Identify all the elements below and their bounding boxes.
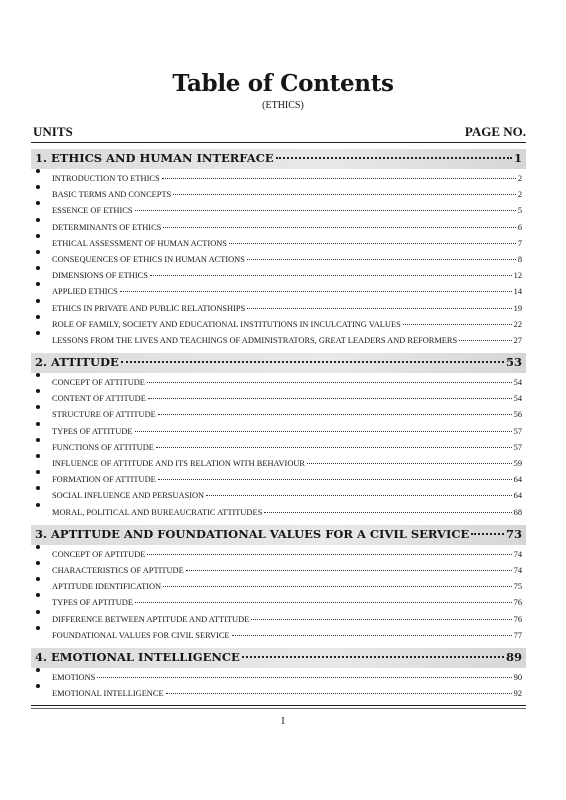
entry-page: 76 bbox=[513, 598, 522, 608]
bullet-icon bbox=[35, 378, 42, 385]
entry-title: FUNCTIONS OF ATTITUDE bbox=[52, 442, 154, 452]
bottom-rule bbox=[31, 705, 526, 706]
section-heading[interactable] bbox=[31, 146, 526, 172]
toc-entry[interactable] bbox=[31, 548, 526, 564]
bullet-icon bbox=[35, 394, 42, 401]
entry-page: 2 bbox=[517, 174, 522, 183]
dot-leader bbox=[186, 569, 512, 571]
section-heading[interactable] bbox=[31, 522, 526, 548]
entry-title: TYPES OF APTITUDE bbox=[52, 598, 133, 608]
dot-leader bbox=[150, 274, 512, 276]
entry-page: 68 bbox=[513, 507, 522, 517]
toc-entry[interactable] bbox=[31, 441, 526, 457]
toc-subtitle: (ETHICS) bbox=[262, 100, 304, 111]
toc-list bbox=[31, 146, 526, 703]
entry-title: ESSENCE OF ETHICS bbox=[52, 206, 133, 216]
toc-entry[interactable] bbox=[31, 408, 526, 424]
bullet-icon bbox=[35, 566, 42, 573]
dot-leader bbox=[135, 601, 512, 603]
dot-leader bbox=[242, 655, 504, 658]
entry-title: STRUCTURE OF ATTITUDE bbox=[52, 410, 156, 420]
toc-entry[interactable] bbox=[31, 253, 526, 269]
entry-title: DIFFERENCE BETWEEN APTITUDE AND ATTITUDE bbox=[52, 614, 250, 624]
dot-leader bbox=[147, 381, 512, 383]
bullet-icon bbox=[35, 631, 42, 638]
entry-title: ETHICS IN PRIVATE AND PUBLIC RELATIONSHIPS bbox=[52, 303, 246, 313]
entry-title: SOCIAL INFLUENCE AND PERSUASION bbox=[52, 491, 205, 501]
toc-entry[interactable] bbox=[31, 376, 526, 392]
dot-leader bbox=[162, 177, 516, 179]
bullet-icon bbox=[35, 673, 42, 680]
dot-leader bbox=[156, 446, 512, 448]
dot-leader bbox=[158, 413, 512, 415]
bottom-rule-thin bbox=[31, 708, 526, 709]
dot-leader bbox=[206, 494, 512, 496]
entry-page: 74 bbox=[513, 565, 522, 575]
section-page: 73 bbox=[505, 526, 522, 541]
entry-title: DIMENSIONS OF ETHICS bbox=[52, 271, 148, 281]
entry-page: 64 bbox=[513, 475, 522, 485]
toc-entry[interactable] bbox=[31, 172, 526, 188]
bullet-icon bbox=[35, 190, 42, 197]
entry-page: 76 bbox=[513, 614, 522, 624]
dot-leader bbox=[264, 511, 511, 513]
bullet-icon bbox=[35, 582, 42, 589]
toc-entry[interactable] bbox=[31, 596, 526, 612]
toc-entry[interactable] bbox=[31, 425, 526, 441]
entry-title: CONSEQUENCES OF ETHICS IN HUMAN ACTIONS bbox=[52, 254, 245, 264]
section-heading[interactable] bbox=[31, 645, 526, 671]
dot-leader bbox=[276, 156, 512, 159]
bullet-icon bbox=[35, 689, 42, 696]
bullet-icon bbox=[35, 304, 42, 311]
toc-entry[interactable] bbox=[31, 671, 526, 687]
dot-leader bbox=[97, 676, 511, 678]
entry-title: CONCEPT OF APTITUDE bbox=[52, 549, 146, 559]
entry-title: ROLE OF FAMILY, SOCIETY AND EDUCATIONAL INSTITUTIONS IN INCULCATING VALUES bbox=[52, 319, 401, 329]
page-no-header: PAGE NO. bbox=[464, 124, 526, 139]
entry-page: 2 bbox=[517, 190, 522, 200]
toc-entry[interactable] bbox=[31, 204, 526, 220]
entry-page: 6 bbox=[517, 222, 522, 232]
bullet-icon bbox=[35, 410, 42, 417]
toc-entry[interactable] bbox=[31, 269, 526, 285]
entry-page: 8 bbox=[517, 254, 522, 264]
bullet-icon bbox=[35, 255, 42, 262]
top-rule bbox=[31, 142, 526, 143]
entry-page: 74 bbox=[513, 549, 522, 559]
entry-page: 57 bbox=[513, 426, 522, 436]
entry-page: 5 bbox=[517, 206, 522, 216]
entry-page: 27 bbox=[513, 335, 522, 345]
toc-entry[interactable] bbox=[31, 687, 526, 703]
toc-entry[interactable] bbox=[31, 188, 526, 204]
entry-page: 54 bbox=[513, 394, 522, 404]
dot-leader bbox=[135, 430, 512, 432]
dot-leader bbox=[135, 209, 516, 211]
entry-title: DETERMINANTS OF ETHICS bbox=[52, 222, 162, 232]
entry-title: ETHICAL ASSESSMENT OF HUMAN ACTIONS bbox=[52, 238, 227, 248]
dot-leader bbox=[148, 397, 512, 399]
bullet-icon bbox=[35, 598, 42, 605]
entry-page: 19 bbox=[513, 303, 522, 313]
toc-entry[interactable] bbox=[31, 302, 526, 318]
entry-page: 7 bbox=[517, 238, 522, 248]
dot-leader bbox=[307, 462, 512, 464]
dot-leader bbox=[163, 226, 515, 228]
bullet-icon bbox=[35, 223, 42, 230]
bullet-icon bbox=[35, 615, 42, 622]
toc-entry[interactable] bbox=[31, 237, 526, 253]
toc-entry[interactable] bbox=[31, 506, 526, 522]
page-number: I bbox=[281, 716, 285, 727]
section-title: 3. APTITUDE AND FOUNDATIONAL VALUES FOR A CIVIL SERVICE bbox=[35, 526, 470, 541]
dot-leader bbox=[247, 258, 516, 260]
bullet-icon bbox=[35, 239, 42, 246]
entry-page: 77 bbox=[513, 630, 522, 640]
toc-entry[interactable] bbox=[31, 629, 526, 645]
entry-title: BASIC TERMS AND CONCEPTS bbox=[52, 190, 172, 200]
toc-entry[interactable] bbox=[31, 392, 526, 408]
dot-leader bbox=[251, 618, 511, 620]
toc-entry[interactable] bbox=[31, 580, 526, 596]
toc-entry[interactable] bbox=[31, 285, 526, 301]
toc-entry[interactable] bbox=[31, 457, 526, 473]
bullet-icon bbox=[35, 174, 42, 181]
bullet-icon bbox=[35, 287, 42, 294]
entry-title: INFLUENCE OF ATTITUDE AND ITS RELATION WITH BEHAVIOUR bbox=[52, 459, 306, 468]
bullet-icon bbox=[35, 271, 42, 278]
section-heading[interactable] bbox=[31, 350, 526, 376]
dot-leader bbox=[471, 532, 504, 535]
entry-title: FORMATION OF ATTITUDE bbox=[52, 475, 156, 485]
section-page: 89 bbox=[505, 649, 522, 664]
entry-title: MORAL, POLITICAL AND BUREAUCRATIC ATTITUDES bbox=[52, 507, 263, 517]
entry-title: INTRODUCTION TO ETHICS bbox=[52, 174, 160, 183]
dot-leader bbox=[147, 553, 511, 555]
dot-leader bbox=[247, 307, 511, 309]
dot-leader bbox=[158, 478, 512, 480]
bullet-icon bbox=[35, 475, 42, 482]
entry-page: 90 bbox=[513, 672, 522, 682]
entry-title: EMOTIONS bbox=[52, 672, 96, 682]
entry-title: APTITUDE IDENTIFICATION bbox=[52, 582, 162, 592]
toc-title: Table of Contents bbox=[172, 70, 394, 97]
entry-page: 92 bbox=[513, 689, 522, 699]
entry-page: 56 bbox=[513, 410, 522, 420]
entry-page: 59 bbox=[513, 459, 522, 468]
entry-title: TYPES OF ATTITUDE bbox=[52, 426, 133, 436]
entry-page: 14 bbox=[513, 287, 522, 297]
bullet-icon bbox=[35, 443, 42, 450]
bullet-icon bbox=[35, 508, 42, 515]
section-page: 53 bbox=[505, 355, 522, 370]
entry-title: FOUNDATIONAL VALUES FOR CIVIL SERVICE bbox=[52, 630, 230, 640]
dot-leader bbox=[403, 323, 512, 325]
toc-entry[interactable] bbox=[31, 613, 526, 629]
entry-page: 75 bbox=[513, 582, 522, 592]
dot-leader bbox=[232, 634, 512, 636]
section-page: 1 bbox=[513, 151, 522, 165]
bullet-icon bbox=[35, 336, 42, 343]
dot-leader bbox=[120, 290, 512, 292]
toc-entry[interactable] bbox=[31, 318, 526, 334]
entry-page: 57 bbox=[513, 442, 522, 452]
entry-title: APPLIED ETHICS bbox=[52, 287, 118, 297]
toc-entry[interactable] bbox=[31, 564, 526, 580]
entry-page: 54 bbox=[513, 378, 522, 388]
section-title: 2. ATTITUDE bbox=[35, 355, 119, 370]
bullet-icon bbox=[35, 206, 42, 213]
dot-leader bbox=[121, 360, 504, 363]
entry-title: EMOTIONAL INTELLIGENCE bbox=[52, 689, 164, 699]
toc-entry[interactable] bbox=[31, 334, 526, 350]
entry-title: CONTENT OF ATTITUDE bbox=[52, 394, 146, 404]
bullet-icon bbox=[35, 459, 42, 466]
bullet-icon bbox=[35, 550, 42, 557]
entry-title: CONCEPT OF ATTITUDE bbox=[52, 378, 145, 388]
entry-title: LESSONS FROM THE LIVES AND TEACHINGS OF ADMINISTRATORS, GREAT LEADERS AND REFORMERS bbox=[52, 335, 458, 345]
bullet-icon bbox=[35, 491, 42, 498]
dot-leader bbox=[166, 692, 512, 694]
toc-entry[interactable] bbox=[31, 489, 526, 505]
bullet-icon bbox=[35, 427, 42, 434]
toc-entry[interactable] bbox=[31, 473, 526, 489]
dot-leader bbox=[229, 242, 516, 244]
entry-title: CHARACTERISTICS OF APTITUDE bbox=[52, 565, 184, 575]
dot-leader bbox=[173, 193, 516, 195]
entry-page: 22 bbox=[513, 319, 522, 329]
entry-page: 12 bbox=[513, 271, 522, 281]
section-title: 4. EMOTIONAL INTELLIGENCE bbox=[35, 649, 240, 664]
toc-entry[interactable] bbox=[31, 221, 526, 237]
entry-page: 64 bbox=[513, 491, 522, 501]
units-header: UNITS bbox=[33, 124, 73, 139]
dot-leader bbox=[459, 339, 511, 341]
section-title: 1. ETHICS AND HUMAN INTERFACE bbox=[35, 151, 274, 165]
bullet-icon bbox=[35, 320, 42, 327]
dot-leader bbox=[163, 585, 512, 587]
